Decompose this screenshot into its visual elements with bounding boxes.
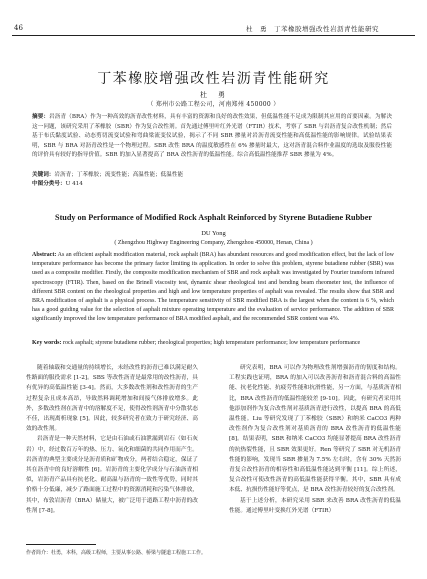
cn-affiliation: （ 郑州市公路工程公司，河南郑州 450000 ） (147, 101, 280, 108)
cn-abstract-label: 摘要： (32, 114, 50, 120)
header-rule (12, 35, 415, 36)
en-affiliation: ( Zhengzhou Highway Engineering Company, Zhengzhou 450000, Henan, China ) (114, 240, 313, 246)
running-title: 杜 勇 丁苯橡胶增强改性岩沥青性能研究 (246, 25, 379, 33)
footnote-rule (26, 544, 96, 545)
body-left-column (26, 363, 198, 516)
cn-keywords (32, 171, 392, 179)
cn-author: 杜 勇 (200, 91, 227, 99)
cn-class-text: U 414 (65, 181, 83, 187)
cn-keywords-text: 岩沥青；丁苯橡胶；流变性能；高温性能；低温性能 (54, 172, 184, 178)
cn-abstract (32, 113, 392, 161)
cn-class-label: 中图分类号： (32, 181, 66, 187)
en-keywords (32, 339, 394, 348)
en-keywords-label: Key words: (32, 340, 62, 346)
author-footnote: 作者简介：杜勇，本科，高级工程师，主要从事公路、桥梁与隧道工程施工工作。 (26, 550, 207, 556)
body-paragraph: 随着轴载和交通量的持续增长，未经改性的沥青已难以满足耐久性路面的服役需求 [1-2]。SBS 等改性沥青是最常用的改性沥青，具有优异的高低温性能 [3-4]。然而，大多数改性剂和改性沥青的生产过程复杂且成本高昂，导致然料调耗增加和间接气体排放增多。此外，多数改性剂在沥青中的溶解度不足，使得改性剂沥青中分散状态不佳，出现离析现象 [5]。因此，较多研究者在致力于研究经济、高效的改性剂。 (26, 365, 198, 433)
body-paragraph: 岩沥青是一种天然材料，它是由石油或石油泄漏到岩石（如石灰岩）中，经过数百万年的热、压力、氧化和细菌的共同作用而产生。岩沥青的典型主要成分是沥青质和矿物成分，两者结合稳定，保证了其在沥青中的良好溶解性 [6]。岩沥青的主要化学成分与石油沥青相似，岩沥青产品具有抗老化、耐高温与沥青的一致性等优势，同时其价格十分低廉，减少了路面施工过程中的资源消耗和污染气体排放，其中，布敦岩沥青（BRA）储量大，被广泛用于道路工程中沥青的改性剂 [7-8]。 (26, 436, 198, 514)
body-paragraph: 研究表明，BRA 可以作为物理改性剂增强沥青的韧度和结构。工程实践也证明，BRA 的加入可以改善沥青和沥青混合料的高温性能、抗老化性能、抗疲劳性能和抗滑性能，另一方面，与基质沥青相比，BRA 改性沥青的低温性能较差 [9-10]。因此，有研究者采用其他添加剂作为复合改性剂对基质沥青进行改性，以提高 BRA 的高低温性能。Liu 等研究发现了丁苯橡胶（SBR）和纳米 CaCO3 两种改性剂作为复合改性剂对基质沥青的 BRA 改性沥青的低温性能 [8]。结果表明，SBR 和纳米 CaCO3 均能显著提高 BRA 改性沥青的抗热裂性能，且 SBR 效果更好。Ren 等研究了 SBR 对无机沥青性能的影响，发现当 SBR 掺量为 7.5% 左右时，含有 30% 天然沥青复合改性沥青的相容性和高低温性能达到平衡 [11]。综上所述，复合改性可使改性沥青的高低温性能获得平衡。其中，SBR 具有成本低、抗损伤性能好等优点，是 BRA 改性沥青较好的复合改性剂。 (229, 365, 401, 494)
body-paragraph: 基于上述分析，本研究采用 SBR 来改善 BRA 改性沥青的低温性能。通过傅里叶变换红外光谱（FTIR） (229, 497, 401, 514)
en-abstract (32, 251, 394, 325)
body-right-column (229, 363, 401, 516)
en-title: Study on Performance of Modified Rock Asphalt Reinforced by Styrene Butadiene Rubber (55, 213, 372, 222)
en-abstract-text: As an efficient asphalt modification material, rock asphalt (BRA) has abundant resources and good modification effect, but the lack of low temperature performance has become the primary factor limiting its application. In order to solve this problem, styrene butadiene rubber (SBR) was used as a composite modifier. Firstly, the composite modification mechanism of SBR and rock asphalt was investigated by Fourier transform infrared spectroscopy (FTIR). Then, based on the Brinell viscosity test, dynamic shear rheological test and bending beam rheometer test, the influence of different SBR content on the rheological properties and high and low temperature properties of asphalt was revealed. The results show that SBR and BRA modification of asphalt is a physical process. The temperature sensitivity of SBR modified BRA is the largest when the content is 6 %, which has a good guiding value for the selection of asphalt mixture operating temperature and the evaluation of service performance. The addition of SBR significantly improved the low temperature performance of BRA modified asphalt, and the recommended SBR content was 4%. (32, 252, 394, 323)
cn-classification (32, 180, 392, 188)
en-abstract-label: Abstract: (32, 252, 57, 258)
page-number: 46 (14, 24, 23, 32)
en-author: DU Yong (201, 230, 226, 237)
cn-abstract-text: 岩沥青（BRA）作为一种高效的沥青改性材料，具有丰富的资源和良好的改性效果，但低温性能不足成为限制其应用的首要因素。为解决这一问题，该研究采用了苯橡胶（SBR）作为复合改性剂。首先通过傅里叶红外光谱（FTIR）技术，考察了 SBR 与岩沥青复合改性机制；然后基于布氏黏度试验、动态剪切流变试验和弯曲梁流变仪试验，揭示了不同 SBR 掺量对岩沥青流变性能和高低温性能的影响规律。试验结果表明，SBR 与 BRA 对沥青改性是一个物理过程。SBR 改性 BRA 的温度敏感性在 6% 掺量时最大，这对沥青混合料作业温度的选取及服役性能的评价具有较好的指导价值。SBR 的加入显著提高了 BRA 改性沥青的低温性能。综合高低温性能推荐 SBR 掺量为 4%。 (32, 114, 392, 159)
cn-title: 丁苯橡胶增强改性岩沥青性能研究 (97, 71, 330, 87)
cn-keywords-label: 关键词： (32, 172, 55, 178)
en-keywords-text: rock asphalt; styrene butadiene rubber; rheological properties; high temperature performance; low temperature performance (63, 340, 361, 346)
